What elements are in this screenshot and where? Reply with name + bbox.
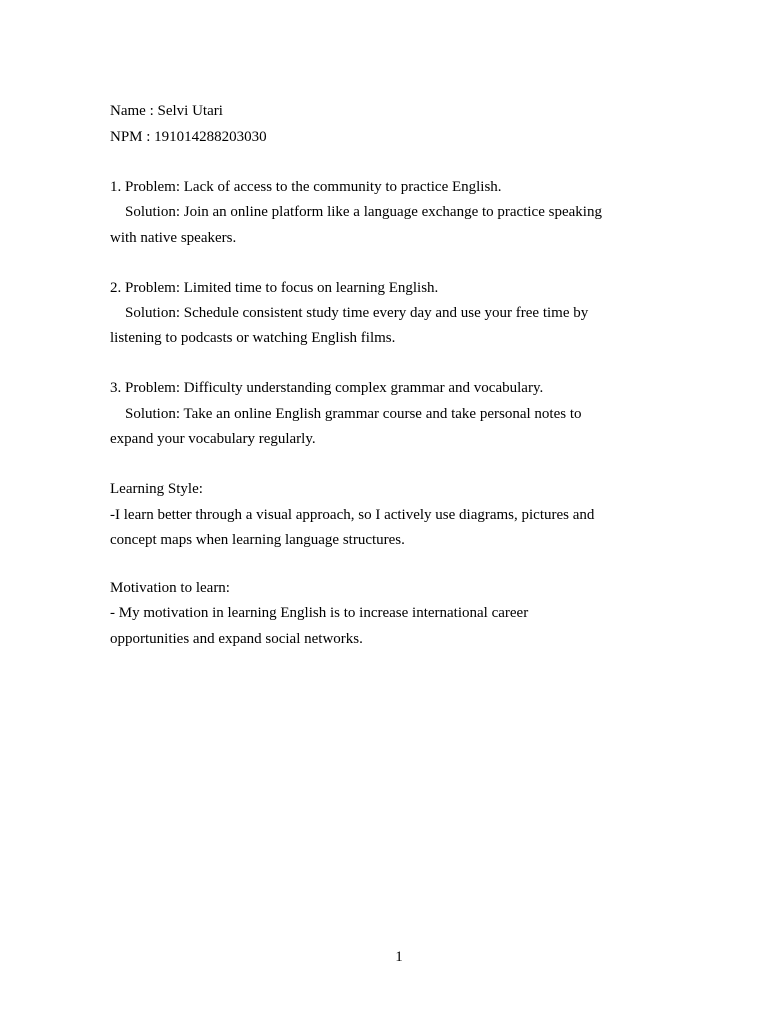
learning-style-line-1: -I learn better through a visual approach, so I actively use diagrams, pictures and: [110, 507, 595, 523]
solution-2-line-1: Solution: Schedule consistent study time every day and use your free time by: [125, 305, 589, 321]
learning-style-line-2: concept maps when learning language structures.: [110, 532, 405, 548]
solution-3-line-1: Solution: Take an online English grammar course and take personal notes to: [125, 406, 582, 422]
problem-1: 1. Problem: Lack of access to the community to practice English.: [110, 179, 502, 195]
problem-3: 3. Problem: Difficulty understanding complex grammar and vocabulary.: [110, 380, 544, 396]
student-name: Name : Selvi Utari: [110, 103, 223, 119]
learning-style-heading: Learning Style:: [110, 481, 203, 497]
solution-1-line-2: with native speakers.: [110, 230, 237, 246]
motivation-heading: Motivation to learn:: [110, 580, 230, 596]
solution-3-line-2: expand your vocabulary regularly.: [110, 431, 316, 447]
motivation-line-2: opportunities and expand social networks.: [110, 631, 363, 647]
motivation-line-1: - My motivation in learning English is to increase international career: [110, 605, 529, 621]
page-number: 1: [395, 949, 403, 965]
solution-2-line-2: listening to podcasts or watching English films.: [110, 330, 396, 346]
problem-2: 2. Problem: Limited time to focus on learning English.: [110, 280, 439, 296]
solution-1-line-1: Solution: Join an online platform like a language exchange to practice speaking: [125, 204, 602, 220]
student-npm: NPM : 191014288203030: [110, 129, 267, 145]
